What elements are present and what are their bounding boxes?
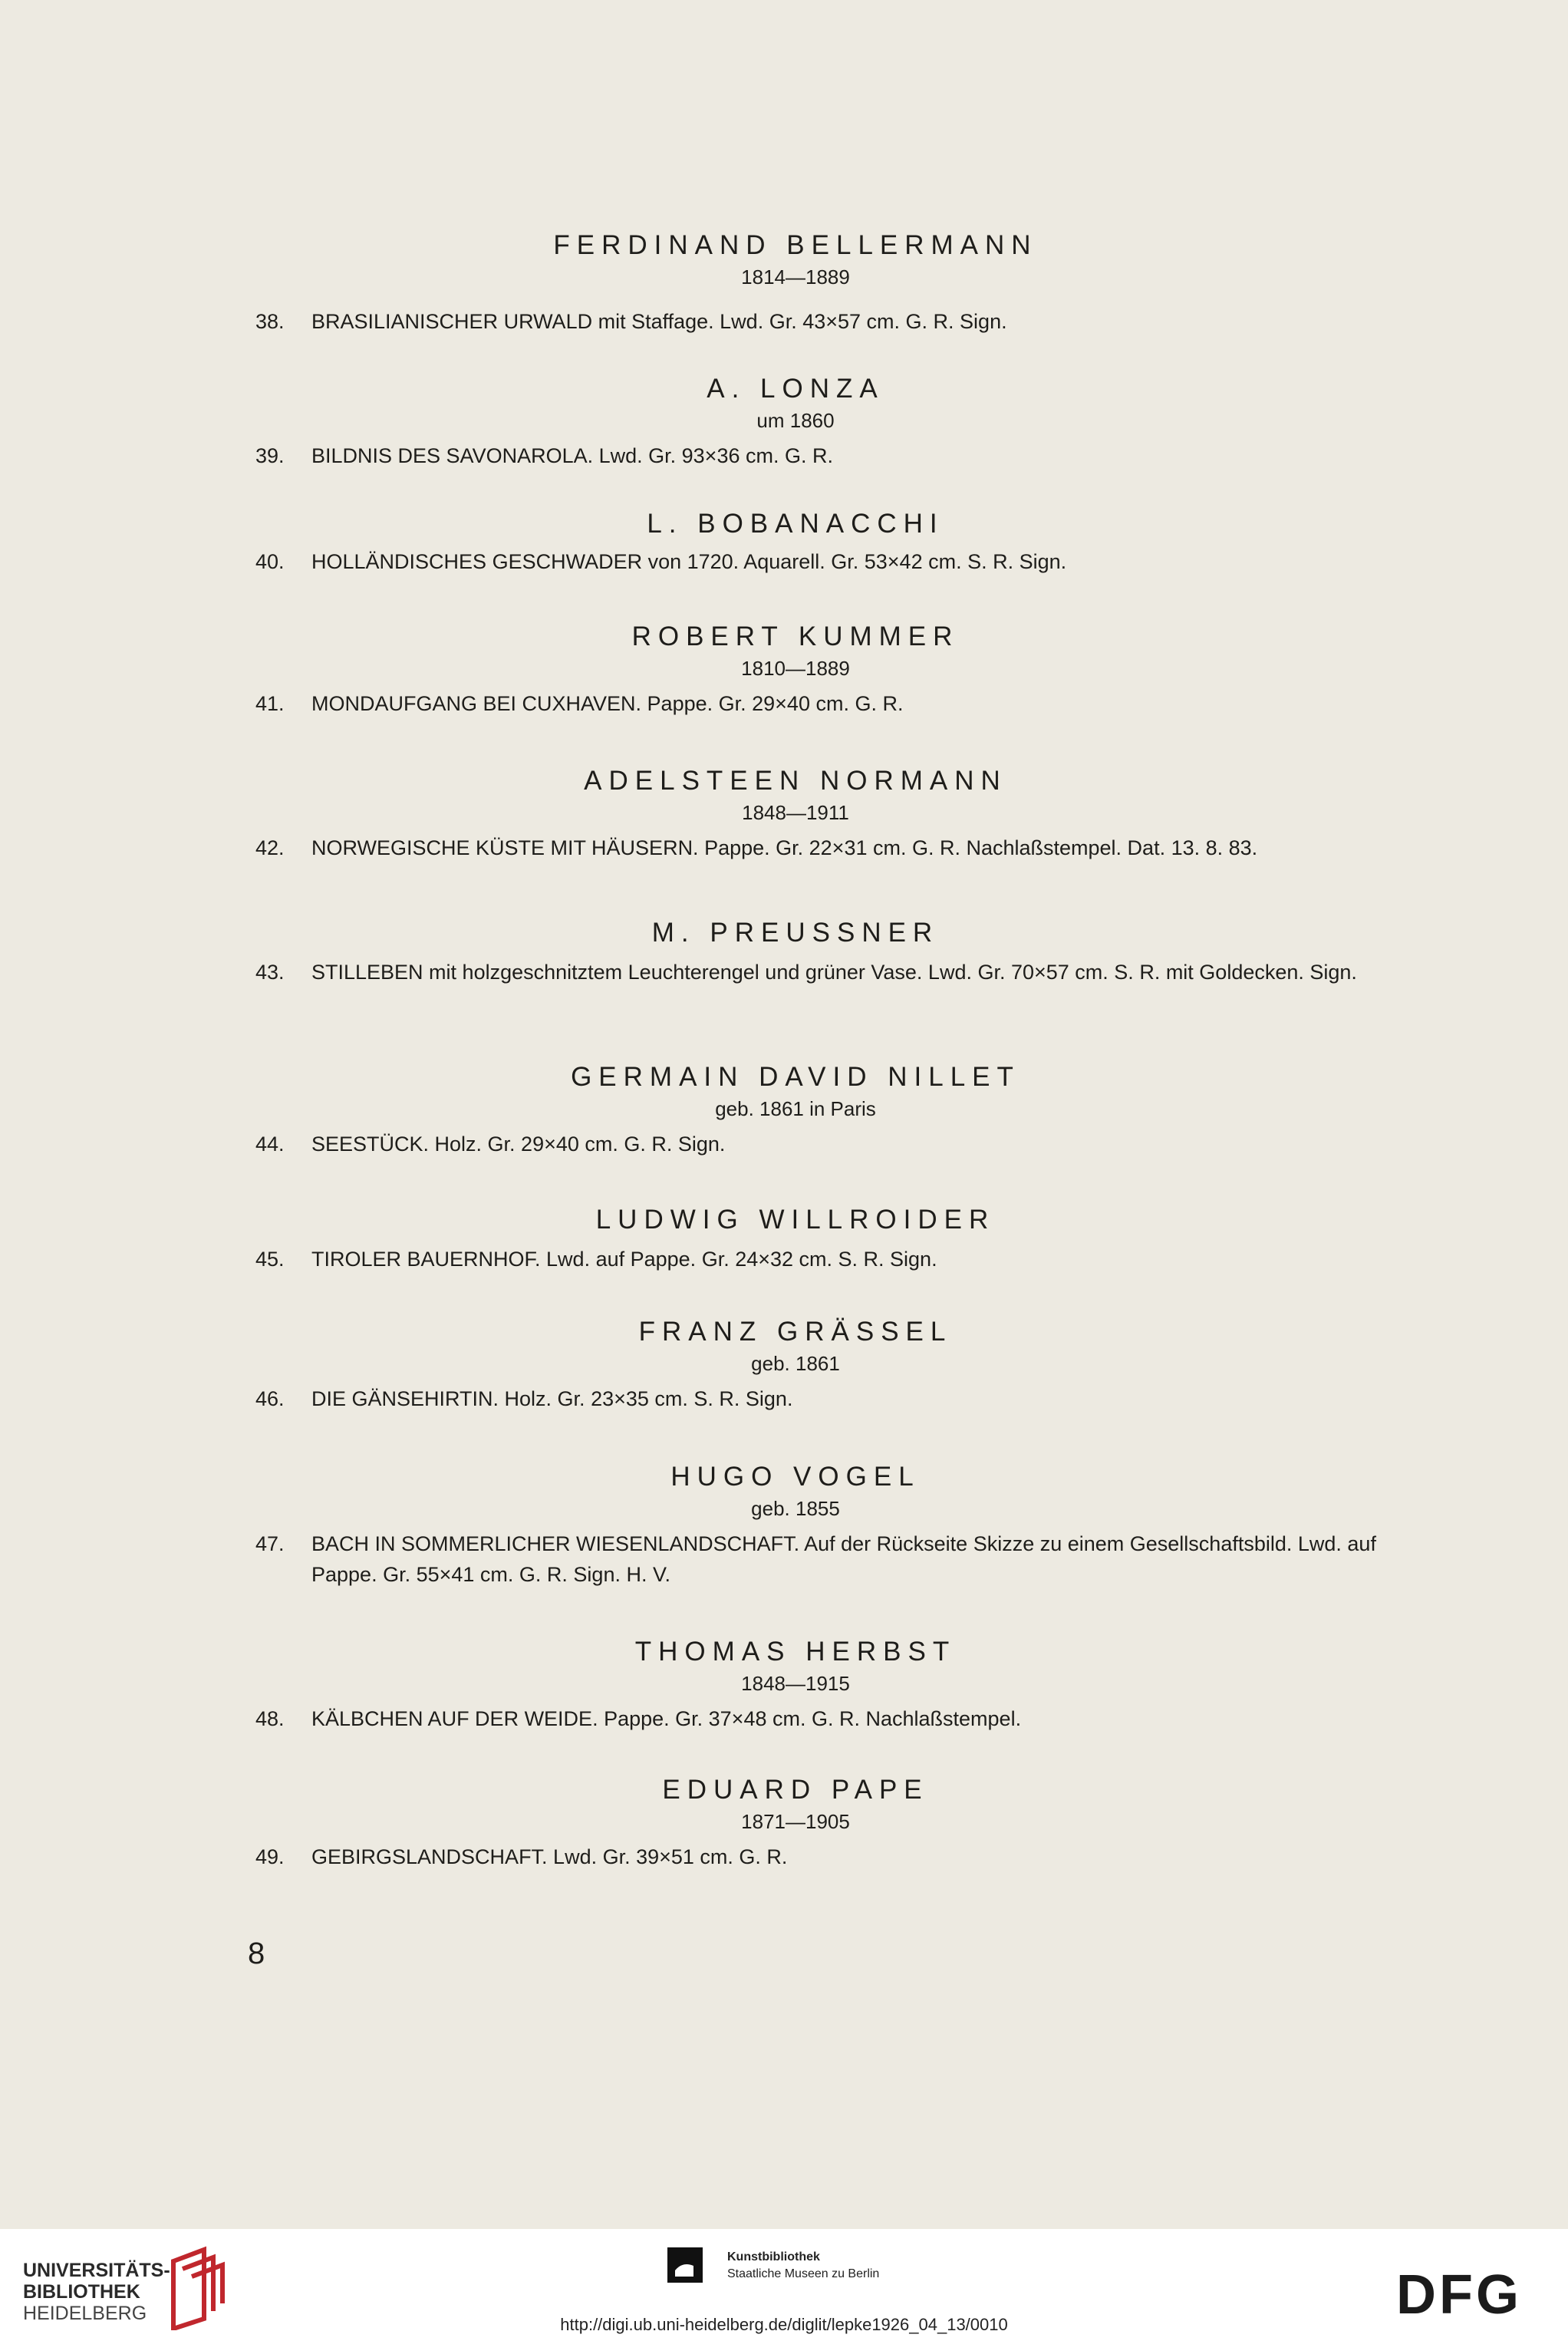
artist-dates: geb. 1861 bbox=[751, 1352, 840, 1375]
artist-name: M. PREUSSNER bbox=[651, 918, 940, 948]
catalog-entry bbox=[0, 1703, 1568, 1734]
artist-dates: geb. 1861 in Paris bbox=[715, 1097, 876, 1120]
artist-name: THOMAS HERBST bbox=[634, 1637, 957, 1667]
permalink-url[interactable]: http://digi.ub.uni-heidelberg.de/diglit/lepke1926_04_13/0010 bbox=[560, 2315, 1008, 2334]
entry-text: DIE GÄNSEHIRTIN. Holz. Gr. 23×35 cm. S. R. Sign. bbox=[311, 1387, 793, 1410]
entry-text: HOLLÄNDISCHES GESCHWADER von 1720. Aquarell. Gr. 53×42 cm. S. R. Sign. bbox=[311, 550, 1067, 573]
catalog-section bbox=[0, 228, 1568, 337]
artist-name: L. BOBANACCHI bbox=[647, 509, 944, 539]
catalog-section bbox=[0, 1060, 1568, 1159]
catalog-section bbox=[0, 763, 1568, 863]
artist-dates: 1814—1889 bbox=[741, 265, 850, 289]
entry-number: 49. bbox=[255, 1845, 285, 1868]
artist-name: A. LONZA bbox=[707, 374, 884, 404]
catalog-entry bbox=[0, 1244, 1568, 1274]
catalog-entry bbox=[0, 306, 1568, 337]
entry-number: 44. bbox=[255, 1133, 285, 1156]
catalog-section bbox=[0, 506, 1568, 577]
entry-text: TIROLER BAUERNHOF. Lwd. auf Pappe. Gr. 24×32 cm. S. R. Sign. bbox=[311, 1248, 937, 1271]
entry-number: 40. bbox=[255, 550, 285, 573]
catalog-entry bbox=[0, 1841, 1568, 1872]
catalog-entry bbox=[0, 957, 1568, 988]
catalog-section bbox=[0, 1314, 1568, 1414]
artist-name: GERMAIN DAVID NILLET bbox=[571, 1062, 1020, 1092]
kunstbibliothek-name: Kunstbibliothek bbox=[727, 2250, 820, 2264]
artist-name: FERDINAND BELLERMANN bbox=[553, 230, 1038, 260]
catalog-section bbox=[0, 1202, 1568, 1274]
entry-number: 41. bbox=[255, 692, 285, 715]
catalog-entry bbox=[0, 688, 1568, 719]
entry-text: BRASILIANISCHER URWALD mit Staffage. Lwd. Gr. 43×57 cm. G. R. Sign. bbox=[311, 310, 1007, 333]
entry-number: 38. bbox=[255, 310, 285, 333]
catalog-entry bbox=[0, 1129, 1568, 1159]
catalog-section bbox=[0, 1772, 1568, 1872]
library-name-line: HEIDELBERG bbox=[23, 2303, 147, 2324]
catalog-entry bbox=[0, 546, 1568, 577]
artist-dates: 1871—1905 bbox=[741, 1810, 850, 1833]
catalog-entry bbox=[0, 1383, 1568, 1414]
artist-name: EDUARD PAPE bbox=[662, 1775, 929, 1805]
catalog-entry bbox=[0, 440, 1568, 471]
entry-text: NORWEGISCHE KÜSTE MIT HÄUSERN. Pappe. Gr. 22×31 cm. G. R. Nachlaßstempel. Dat. 13. 8. 83. bbox=[311, 836, 1258, 859]
entry-text: KÄLBCHEN AUF DER WEIDE. Pappe. Gr. 37×48 cm. G. R. Nachlaßstempel. bbox=[311, 1707, 1022, 1730]
entry-text: STILLEBEN mit holzgeschnitztem Leuchterengel und grüner Vase. Lwd. Gr. 70×57 cm. S. R. mit Goldecken. Sign. bbox=[311, 961, 1357, 984]
artist-dates: um 1860 bbox=[756, 409, 835, 432]
entry-number: 42. bbox=[255, 836, 285, 859]
artist-name: HUGO VOGEL bbox=[670, 1462, 921, 1492]
kunstbibliothek-icon[interactable] bbox=[667, 2247, 703, 2283]
entry-text: SEESTÜCK. Holz. Gr. 29×40 cm. G. R. Sign. bbox=[311, 1133, 726, 1156]
entry-text: BACH IN SOMMERLICHER WIESENLANDSCHAFT. Auf der Rückseite Skizze zu einem Gesellschaftsbild. Lwd. auf Pappe. Gr. 55×41 cm. G. R. Sign. H. V. bbox=[311, 1532, 1376, 1586]
artist-name: FRANZ GRÄSSEL bbox=[638, 1317, 953, 1347]
artist-name: ROBERT KUMMER bbox=[631, 622, 960, 651]
artist-name: LUDWIG WILLROIDER bbox=[595, 1205, 996, 1235]
catalog-entry bbox=[0, 1528, 1568, 1590]
dfg-logo[interactable]: DFG bbox=[1396, 2264, 1522, 2326]
entry-number: 45. bbox=[255, 1248, 285, 1271]
page-number: 8 bbox=[248, 1937, 265, 1970]
entry-number: 46. bbox=[255, 1387, 285, 1410]
artist-dates: 1848—1911 bbox=[742, 801, 849, 824]
library-name-line: BIBLIOTHEK bbox=[23, 2281, 140, 2303]
footer-bar bbox=[0, 2229, 1568, 2341]
entry-text: GEBIRGSLANDSCHAFT. Lwd. Gr. 39×51 cm. G. R. bbox=[311, 1845, 788, 1868]
entry-number: 43. bbox=[255, 961, 285, 984]
kunstbibliothek-subtitle: Staatliche Museen zu Berlin bbox=[727, 2267, 880, 2280]
catalog-section bbox=[0, 371, 1568, 471]
catalog-section bbox=[0, 619, 1568, 719]
entry-number: 47. bbox=[255, 1532, 285, 1555]
library-name-line: UNIVERSITÄTS- bbox=[23, 2260, 170, 2281]
artist-dates: geb. 1855 bbox=[751, 1497, 840, 1520]
kunstbibliothek-label[interactable] bbox=[727, 2249, 879, 2283]
entry-text: BILDNIS DES SAVONAROLA. Lwd. Gr. 93×36 cm. G. R. bbox=[311, 444, 833, 467]
catalog-entry bbox=[0, 833, 1568, 863]
entry-number: 48. bbox=[255, 1707, 285, 1730]
entry-text: MONDAUFGANG BEI CUXHAVEN. Pappe. Gr. 29×40 cm. G. R. bbox=[311, 692, 904, 715]
artist-dates: 1848—1915 bbox=[741, 1672, 850, 1695]
catalog-section bbox=[0, 1459, 1568, 1590]
artist-name: ADELSTEEN NORMANN bbox=[584, 766, 1007, 796]
entry-number: 39. bbox=[255, 444, 285, 467]
catalog-section bbox=[0, 915, 1568, 988]
artist-dates: 1810—1889 bbox=[741, 657, 850, 680]
catalog-section bbox=[0, 1634, 1568, 1734]
